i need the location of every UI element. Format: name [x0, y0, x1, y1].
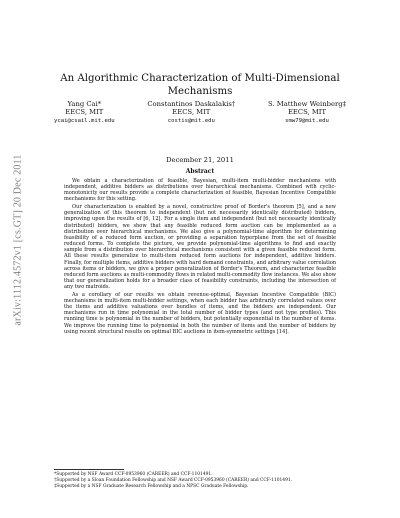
abstract-body	[64, 178, 336, 336]
author-block	[54, 100, 115, 125]
footnote: †Supported by a Sloan Foundation Fellowship and NSF Award CCF-0953960 (CAREER) and CCF-1101491.	[54, 478, 293, 483]
author-email: costis@mit.edu	[167, 117, 215, 124]
author-affiliation: EECS, MIT	[65, 108, 104, 117]
footnote: *Supported by NSF Award CCF-0953960 (CAREER) and CCF-1101491.	[54, 472, 213, 477]
author-block	[147, 100, 235, 125]
author-email: smw79@mit.edu	[285, 117, 329, 124]
arxiv-identifier	[8, 150, 28, 330]
abstract-paragraph: Our characterization is enabled by a novel, constructive proof of Border's theorem [5], and a new generalization of this theorem to independent (but not necessarily identically distributed) bidders, improving upon the results of [6, 12]. For a single item and independent (but not necessarily identically distributed) bidders, we show that any feasible reduced form auction can be implemented as a distribution over hierarchical mechanisms. We also give a polynomial-time algorithm for determining feasibility of a reduced form auction, or providing a separation hyperplane from the set of feasible reduced forms. To complete the picture, we provide polynomial-time algorithms to find and exactly sample from a distribution over hierarchical mechanisms consistent with a given feasible reduced form. All these results generalize to multi-item reduced form auctions for independent, additive bidders. Finally, for multiple items, additive bidders with hard demand constraints, and arbitrary value correlation across items or bidders, we give a proper generalization of Border's Theorem, and characterize feasible reduced form auctions as multi-commodity flows in related multi-commodity flow instances. We also show that our generalization holds for a broader class of feasibility constraints, including the intersection of any two matroids.	[64, 204, 336, 291]
author-affiliation: EECS, MIT	[172, 108, 211, 117]
abstract-paragraph: As a corollary of our results we obtain revenue-optimal, Bayesian Incentive Compatible (BIC) mechanisms in multi-item multi-bidder settings, when each bidder has arbitrarily correlated values over the items and additive valuations over bundles of items, and the bidders are independent. Our mechanisms run in time polynomial in the total number of bidder types (and not type profiles). This running time is polynomial in the number of bidders, but potentially exponential in the number of items. We improve the running time to polynomial in both the number of items and the number of bidders by using recent structural results on optimal BIC auctions in item-symmetric settings [14].	[64, 291, 336, 335]
author-name: Constantinos Daskalakis†	[147, 100, 236, 108]
arxiv-identifier-text: arXiv:1112.4572v1 [cs.GT] 20 Dec 2011	[12, 154, 24, 326]
author-name: S. Matthew Weinberg‡	[268, 100, 346, 108]
paper-title: An Algorithmic Characterization of Multi-Dimensional Mechanisms	[60, 73, 340, 97]
author-email: ycai@csail.mit.edu	[54, 117, 115, 124]
abstract-paragraph: We obtain a characterization of feasible, Bayesian, multi-item multi-bidder mechanisms with independent, additive bidders as distributions over hierarchical mechanisms. Combined with cyclic-monotonicity our results provide a complete characterization of feasible, Bayesian Incentive Compatible mechanisms for this setting.	[64, 178, 336, 203]
footnote: ‡Supported by a NSF Graduate Research Fellowship and a NPSC Graduate Fellowship.	[54, 484, 249, 489]
author-name: Yang Cai*	[67, 100, 102, 108]
footnotes	[54, 469, 346, 490]
author-block	[268, 100, 346, 125]
footnote-divider	[54, 469, 124, 470]
abstract-heading: Abstract	[185, 168, 215, 175]
paper-date: December 21, 2011	[166, 156, 234, 164]
author-list	[54, 100, 346, 125]
author-affiliation: EECS, MIT	[287, 108, 327, 117]
